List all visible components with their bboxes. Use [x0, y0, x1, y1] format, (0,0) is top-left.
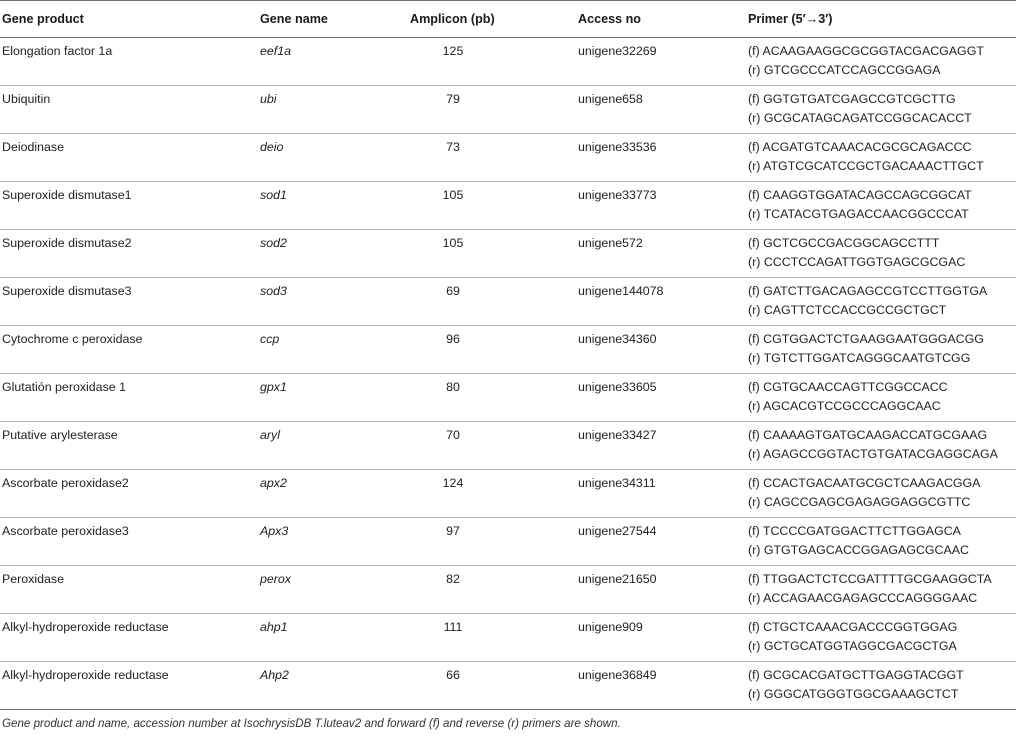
cell-primer — [734, 614, 1016, 662]
cell-gene-product — [0, 374, 258, 422]
header-primer: Primer (5′→3′) — [734, 1, 1016, 38]
cell-gene-name — [258, 374, 386, 422]
forward-primer: (f) GGTGTGATCGAGCCGTCGCTTG — [748, 92, 956, 106]
cell-access-no — [578, 614, 734, 662]
forward-primer: (f) CGTGCAACCAGTTCGGCCACC — [748, 380, 948, 394]
cell-amplicon — [386, 326, 578, 374]
gene-name-text: eef1a — [260, 44, 292, 58]
cell-gene-name — [258, 662, 386, 710]
gene-product-text: Ascorbate peroxidase3 — [2, 524, 129, 538]
cell-primer — [734, 134, 1016, 182]
header-access-no: Access no — [578, 1, 734, 38]
cell-amplicon — [386, 278, 578, 326]
cell-access-no — [578, 326, 734, 374]
cell-primer — [734, 566, 1016, 614]
amplicon-text: 73 — [446, 140, 460, 154]
table-row — [0, 518, 1016, 566]
table-row — [0, 374, 1016, 422]
amplicon-text: 82 — [446, 572, 460, 586]
gene-name-text: perox — [260, 572, 291, 586]
cell-gene-product — [0, 422, 258, 470]
amplicon-text: 105 — [442, 236, 464, 250]
access-no-text: unigene34311 — [578, 476, 656, 490]
cell-amplicon — [386, 614, 578, 662]
amplicon-text: 96 — [446, 332, 460, 346]
gene-product-text: Alkyl-hydroperoxide reductase — [2, 668, 169, 682]
table-row — [0, 38, 1016, 86]
cell-gene-name — [258, 38, 386, 86]
cell-amplicon — [386, 86, 578, 134]
table-row — [0, 326, 1016, 374]
table-row — [0, 422, 1016, 470]
amplicon-text: 111 — [443, 620, 463, 634]
gene-name-text: sod3 — [260, 284, 287, 298]
cell-gene-name — [258, 86, 386, 134]
gene-product-text: Putative arylesterase — [2, 428, 118, 442]
reverse-primer: (r) GCTGCATGGTAGGCGACGCTGA — [748, 639, 957, 653]
cell-gene-name — [258, 518, 386, 566]
cell-gene-product — [0, 134, 258, 182]
table-row — [0, 278, 1016, 326]
gene-product-text: Alkyl-hydroperoxide reductase — [2, 620, 169, 634]
table-row — [0, 470, 1016, 518]
cell-gene-product — [0, 614, 258, 662]
reverse-primer: (r) CAGTTCTCCACCGCCGCTGCT — [748, 303, 947, 317]
gene-name-text: gpx1 — [260, 380, 287, 394]
cell-gene-product — [0, 182, 258, 230]
forward-primer: (f) CTGCTCAAACGACCCGGTGGAG — [748, 620, 958, 634]
forward-primer: (f) GATCTTGACAGAGCCGTCCTTGGTGA — [748, 284, 988, 298]
forward-primer: (f) ACGATGTCAAACACGCGCAGACCC — [748, 140, 972, 154]
cell-access-no — [578, 518, 734, 566]
gene-name-text: Ahp2 — [260, 668, 289, 682]
gene-name-text: sod1 — [260, 188, 287, 202]
cell-primer — [734, 518, 1016, 566]
amplicon-text: 80 — [446, 380, 460, 394]
forward-primer: (f) ACAAGAAGGCGCGGTACGACGAGGT — [748, 44, 984, 58]
cell-access-no — [578, 422, 734, 470]
gene-product-text: Ubiquitin — [2, 92, 51, 106]
reverse-primer: (r) AGCACGTCCGCCCAGGCAAC — [748, 399, 941, 413]
amplicon-text: 66 — [446, 668, 460, 682]
gene-product-text: Cytochrome c peroxidase — [2, 332, 143, 346]
access-no-text: unigene27544 — [578, 524, 657, 538]
cell-gene-product — [0, 278, 258, 326]
gene-name-text: ubi — [260, 92, 277, 106]
cell-amplicon — [386, 566, 578, 614]
gene-product-text: Superoxide dismutase2 — [2, 236, 132, 250]
access-no-text: unigene32269 — [578, 44, 657, 58]
amplicon-text: 69 — [446, 284, 460, 298]
reverse-primer: (r) GCGCATAGCAGATCCGGCACACCT — [748, 111, 972, 125]
cell-amplicon — [386, 662, 578, 710]
cell-amplicon — [386, 374, 578, 422]
table-row — [0, 86, 1016, 134]
access-no-text: unigene572 — [578, 236, 643, 250]
gene-product-text: Peroxidase — [2, 572, 64, 586]
table-row — [0, 566, 1016, 614]
reverse-primer: (r) GTGTGAGCACCGGAGAGCGCAAC — [748, 543, 969, 557]
cell-gene-product — [0, 326, 258, 374]
gene-name-text: ahp1 — [260, 620, 288, 634]
gene-name-text: aryl — [260, 428, 280, 442]
cell-gene-product — [0, 230, 258, 278]
gene-name-text: deio — [260, 140, 284, 154]
cell-gene-product — [0, 662, 258, 710]
forward-primer: (f) TTGGACTCTCCGATTTTGCGAAGGCTA — [748, 572, 992, 586]
gene-name-text: Apx3 — [260, 524, 289, 538]
gene-name-text: ccp — [260, 332, 280, 346]
gene-product-text: Elongation factor 1a — [2, 44, 113, 58]
cell-primer — [734, 38, 1016, 86]
cell-amplicon — [386, 518, 578, 566]
amplicon-text: 70 — [446, 428, 460, 442]
cell-primer — [734, 470, 1016, 518]
gene-name-text: apx2 — [260, 476, 287, 490]
table-row — [0, 230, 1016, 278]
cell-access-no — [578, 278, 734, 326]
gene-product-text: Ascorbate peroxidase2 — [2, 476, 129, 490]
cell-access-no — [578, 566, 734, 614]
reverse-primer: (r) ACCAGAACGAGAGCCCAGGGGAAC — [748, 591, 978, 605]
header-gene-name: Gene name — [258, 1, 386, 38]
cell-amplicon — [386, 230, 578, 278]
reverse-primer: (r) ATGTCGCATCCGCTGACAAACTTGCT — [748, 159, 984, 173]
cell-amplicon — [386, 182, 578, 230]
cell-gene-name — [258, 614, 386, 662]
forward-primer: (f) CAAGGTGGATACAGCCAGCGGCAT — [748, 188, 972, 202]
header-gene-product: Gene product — [0, 1, 258, 38]
cell-access-no — [578, 38, 734, 86]
cell-amplicon — [386, 134, 578, 182]
reverse-primer: (r) TCATACGTGAGACCAACGGCCCAT — [748, 207, 969, 221]
forward-primer: (f) CGTGGACTCTGAAGGAATGGGACGG — [748, 332, 984, 346]
cell-gene-name — [258, 134, 386, 182]
table-body — [0, 38, 1016, 710]
forward-primer: (f) CAAAAGTGATGCAAGACCATGCGAAG — [748, 428, 988, 442]
reverse-primer: (r) GGGCATGGGTGGCGAAAGCTCT — [748, 687, 959, 701]
amplicon-text: 125 — [442, 44, 464, 58]
cell-access-no — [578, 182, 734, 230]
table-header — [0, 1, 1016, 38]
amplicon-text: 79 — [446, 92, 460, 106]
cell-gene-product — [0, 38, 258, 86]
cell-access-no — [578, 86, 734, 134]
access-no-text: unigene33427 — [578, 428, 657, 442]
access-no-text: unigene33536 — [578, 140, 657, 154]
table-row — [0, 134, 1016, 182]
table-row — [0, 182, 1016, 230]
amplicon-text: 124 — [442, 476, 464, 490]
cell-primer — [734, 278, 1016, 326]
header-amplicon: Amplicon (pb) — [386, 1, 578, 38]
cell-gene-product — [0, 470, 258, 518]
table-footnote: Gene product and name, accession number at IsochrysisDB T.luteav2 and forward (f) and reverse (r) primers are shown. — [2, 717, 621, 730]
access-no-text: unigene144078 — [578, 284, 664, 298]
cell-amplicon — [386, 470, 578, 518]
cell-gene-name — [258, 278, 386, 326]
cell-gene-name — [258, 182, 386, 230]
forward-primer: (f) TCCCCGATGGACTTCTTGGAGCA — [748, 524, 961, 538]
cell-gene-name — [258, 326, 386, 374]
access-no-text: unigene909 — [578, 620, 643, 634]
cell-amplicon — [386, 38, 578, 86]
cell-access-no — [578, 230, 734, 278]
cell-access-no — [578, 134, 734, 182]
reverse-primer: (r) CAGCCGAGCGAGAGGAGGCGTTC — [748, 495, 971, 509]
cell-primer — [734, 422, 1016, 470]
reverse-primer: (r) GTCGCCCATCCAGCCGGAGA — [748, 63, 941, 77]
table-row — [0, 614, 1016, 662]
cell-primer — [734, 230, 1016, 278]
cell-access-no — [578, 470, 734, 518]
cell-amplicon — [386, 422, 578, 470]
gene-product-text: Superoxide dismutase1 — [2, 188, 132, 202]
cell-primer — [734, 326, 1016, 374]
gene-product-text: Superoxide dismutase3 — [2, 284, 132, 298]
cell-primer — [734, 374, 1016, 422]
forward-primer: (f) GCTCGCCGACGGCAGCCTTT — [748, 236, 940, 250]
gene-product-text: Glutatión peroxidase 1 — [2, 380, 126, 394]
forward-primer: (f) CCACTGACAATGCGCTCAAGACGGA — [748, 476, 981, 490]
cell-gene-name — [258, 422, 386, 470]
cell-gene-product — [0, 566, 258, 614]
access-no-text: unigene21650 — [578, 572, 657, 586]
cell-access-no — [578, 374, 734, 422]
access-no-text: unigene33773 — [578, 188, 657, 202]
amplicon-text: 105 — [442, 188, 464, 202]
cell-gene-name — [258, 230, 386, 278]
reverse-primer: (r) TGTCTTGGATCAGGGCAATGTCGG — [748, 351, 971, 365]
access-no-text: unigene658 — [578, 92, 643, 106]
reverse-primer: (r) CCCTCCAGATTGGTGAGCGCGAC — [748, 255, 966, 269]
cell-gene-product — [0, 518, 258, 566]
forward-primer: (f) GCGCACGATGCTTGAGGTACGGT — [748, 668, 964, 682]
access-no-text: unigene34360 — [578, 332, 657, 346]
access-no-text: unigene36849 — [578, 668, 657, 682]
cell-gene-name — [258, 566, 386, 614]
reverse-primer: (r) AGAGCCGGTACTGTGATACGAGGCAGA — [748, 447, 998, 461]
cell-primer — [734, 662, 1016, 710]
cell-access-no — [578, 662, 734, 710]
cell-gene-name — [258, 470, 386, 518]
cell-primer — [734, 182, 1016, 230]
cell-gene-product — [0, 86, 258, 134]
gene-name-text: sod2 — [260, 236, 287, 250]
table-row — [0, 662, 1016, 710]
access-no-text: unigene33605 — [578, 380, 657, 394]
header-row — [0, 1, 1016, 38]
amplicon-text: 97 — [446, 524, 460, 538]
cell-primer — [734, 86, 1016, 134]
gene-product-text: Deiodinase — [2, 140, 64, 154]
